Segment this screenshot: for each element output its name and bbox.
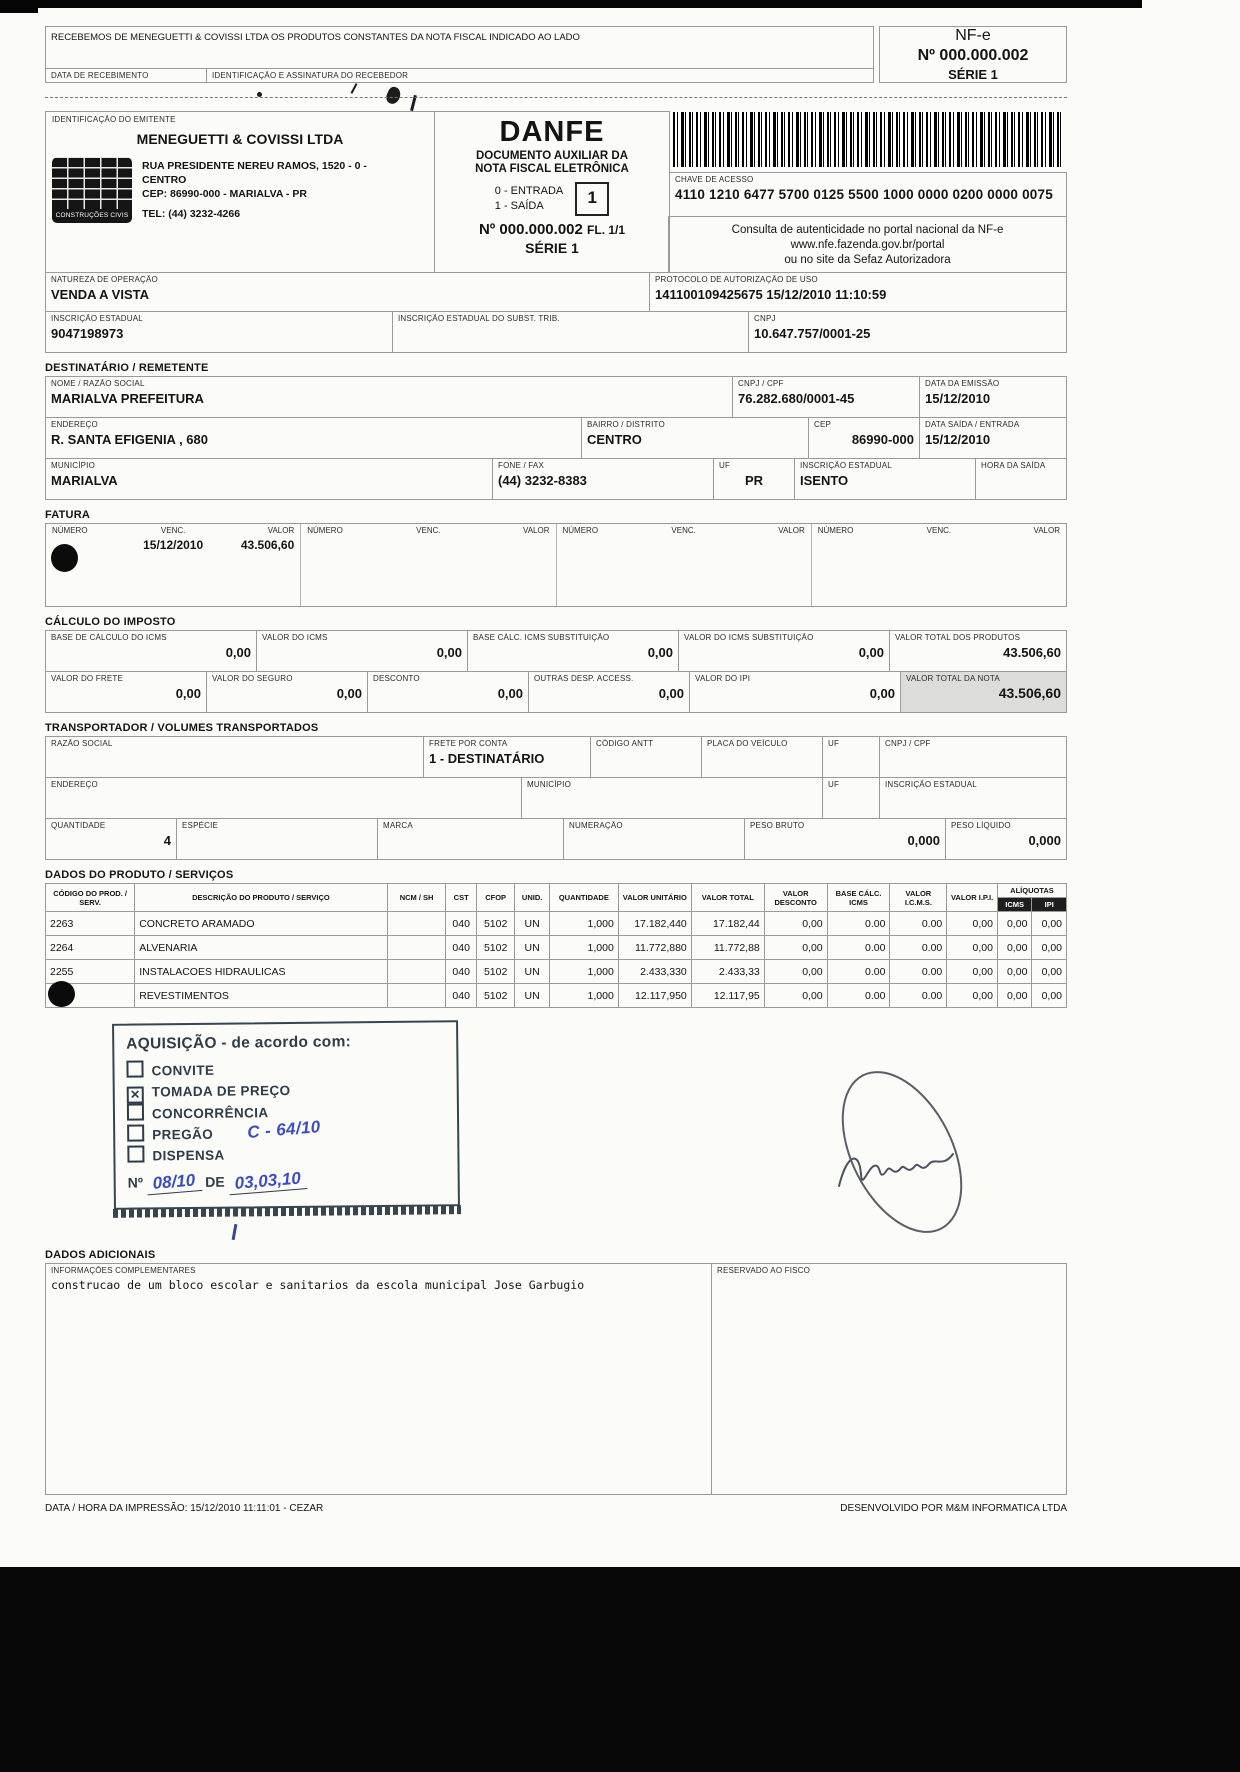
danfe-document (45, 26, 1067, 1514)
ie-dest-field: INSCRIÇÃO ESTADUAL ISENTO (794, 458, 976, 500)
entrada-label: 0 - ENTRADA (494, 185, 564, 197)
tipo-operacao-box: 1 (575, 182, 609, 216)
consulta-box: Consulta de autenticidade no portal nacional da NF-e www.nfe.fazenda.gov.br/portal ou no site da Sefaz Autorizadora (668, 216, 1067, 273)
danfe-subtitle: DOCUMENTO AUXILIAR DA NOTA FISCAL ELETRÔNICA (475, 150, 629, 175)
stamp-zone (45, 1012, 1067, 1240)
peso-bruto-field: PESO BRUTO 0,000 (744, 818, 946, 860)
data-saida-field: DATA SAÍDA / ENTRADA 15/12/2010 (919, 417, 1067, 459)
endereco-field: ENDEREÇO R. SANTA EFIGENIA , 680 (45, 417, 582, 459)
desenvolvido-info: DESENVOLVIDO POR M&M INFORMATICA LTDA (840, 1503, 1067, 1514)
fatura-group-2: NÚMERO VENC. VALOR (300, 524, 555, 606)
base-icms-field: BASE DE CÁLCULO DO ICMS 0,00 (45, 630, 257, 672)
emitente-body (52, 157, 428, 223)
imposto-row-2 (45, 671, 1067, 713)
municipio-transp-field: MUNICÍPIO (521, 777, 823, 819)
cnpj-transp-field: CNPJ / CPF (879, 736, 1067, 778)
barcode-column (669, 111, 1067, 273)
valor-icms-field: VALOR DO ICMS 0,00 (256, 630, 468, 672)
hole-punch (48, 981, 75, 1007)
cep-field: CEP 86990-000 (808, 417, 920, 459)
frete-field: VALOR DO FRETE 0,00 (45, 671, 207, 713)
print-footer (45, 1503, 1067, 1514)
fone-field: FONE / FAX (44) 3232-8383 (492, 458, 714, 500)
pen-flourish (232, 1224, 238, 1240)
valor-ipi-field: VALOR DO IPI 0,00 (689, 671, 901, 713)
municipio-field: MUNICÍPIO MARIALVA (45, 458, 493, 500)
pen-dot (257, 92, 262, 97)
company-logo (52, 157, 132, 223)
scan-artifact-corner (0, 0, 38, 13)
assinatura-field: IDENTIFICAÇÃO E ASSINATURA DO RECEBEDOR (206, 68, 874, 83)
fatura-group-1: NÚMERO VENC. VALOR 15/12/2010 43.506,60 (52, 526, 295, 552)
scan-artifact-top (28, 0, 1142, 8)
frete-conta-field: FRETE POR CONTA 1 - DESTINATÁRIO (423, 736, 591, 778)
danfe-serie: SÉRIE 1 (525, 240, 579, 256)
razao-social-field: RAZÃO SOCIAL (45, 736, 424, 778)
data-recebimento-field: DATA DE RECEBIMENTO (45, 68, 207, 83)
section-title-produtos: DADOS DO PRODUTO / SERVIÇOS (45, 869, 234, 881)
stamp-title: AQUISIÇÃO - de acordo com: (126, 1033, 352, 1053)
section-title-imposto: CÁLCULO DO IMPOSTO (45, 616, 176, 628)
handwriting-pregao: C - 64/10 (246, 1117, 322, 1142)
section-title-transportador: TRANSPORTADOR / VOLUMES TRANSPORTADOS (45, 722, 319, 734)
checkbox-checked-icon: ✕ (127, 1086, 144, 1103)
acquisition-stamp (112, 1020, 460, 1210)
brick-logo-icon (52, 157, 132, 209)
destinatario-row-2 (45, 417, 1067, 459)
fatura-group-3: NÚMERO VENC. VALOR (556, 524, 811, 606)
fatura-group-4: NÚMERO VENC. VALOR (811, 524, 1066, 606)
placa-field: PLACA DO VEÍCULO (701, 736, 823, 778)
saida-label: 1 - SAÍDA (494, 200, 544, 212)
nfe-number: Nº 000.000.002 (917, 47, 1029, 64)
section-title-adicionais: DADOS ADICIONAIS (45, 1249, 156, 1261)
entrada-saida (443, 182, 661, 216)
valor-total-nota-field: VALOR TOTAL DA NOTA 43.506,60 (900, 671, 1067, 713)
emitente-address: RUA PRESIDENTE NEREU RAMOS, 1520 - 0 - CENTRO CEP: 86990-000 - MARIALVA - PR TEL: (44) 3232-4266 (142, 160, 367, 220)
seguro-field: VALOR DO SEGURO 0,00 (206, 671, 368, 713)
informacoes-complementares-field: INFORMAÇÕES COMPLEMENTARES construcao de um bloco escolar e sanitarios da escola municipal Jose Garbugio (45, 1263, 712, 1495)
adicionais-box (45, 1263, 1067, 1495)
transportador-row-1 (45, 736, 1067, 778)
fatura-venc: 15/12/2010 (143, 538, 204, 552)
danfe-title: DANFE (499, 116, 605, 148)
product-row: 2263 CONCRETO ARAMADO 040 5102 UN 1,000 17.182,440 17.182,44 0,00 0.00 0.00 0,00 0,00 0,00 (46, 912, 1067, 936)
informacoes-complementares-value: construcao de um bloco escolar e sanitarios da escola municipal Jose Garbugio (51, 1278, 585, 1292)
inscricao-subst-field: INSCRIÇÃO ESTADUAL DO SUBST. TRIB. (392, 311, 749, 353)
imposto-row-1 (45, 630, 1067, 672)
emitente-box: IDENTIFICAÇÃO DO EMITENTE MENEGUETTI & COVISSI LTDA CONSTRUÇÕES CIVIS RUA PRESIDENTE NEREU RAMOS, 1520 - 0 - CENTRO CEP: 86990-000 - MARIALVA - PR TEL: (44) 3232-4266 (45, 111, 435, 273)
inscricao-band (45, 311, 1067, 353)
uf-transp-field: UF (822, 736, 880, 778)
stamp-item-concorrencia: CONCORRÊNCIA (127, 1100, 445, 1124)
receipt-fields (45, 68, 874, 83)
uf2-transp-field: UF (822, 777, 880, 819)
scan-artifact-bottom (0, 1567, 1240, 1772)
valor-icms-st-field: VALOR DO ICMS SUBSTITUIÇÃO 0,00 (678, 630, 890, 672)
product-row: 2264 ALVENARIA 040 5102 UN 1,000 11.772,880 11.772,88 0,00 0.00 0.00 0,00 0,00 0,00 (46, 936, 1067, 960)
destinatario-row-3 (45, 458, 1067, 500)
base-icms-st-field: BASE CÁLC. ICMS SUBSTITUIÇÃO 0,00 (467, 630, 679, 672)
endereco-transp-field: ENDEREÇO (45, 777, 522, 819)
header-band (45, 111, 1067, 273)
checkbox-unchecked-icon (127, 1145, 144, 1162)
fatura-valor: 43.506,60 (240, 538, 295, 552)
protocolo-field: PROTOCOLO DE AUTORIZAÇÃO DE USO 141100109425675 15/12/2010 11:10:59 (649, 272, 1067, 312)
danfe-box (434, 111, 670, 273)
products-header-row: CÓDIGO DO PROD. / SERV. DESCRIÇÃO DO PRODUTO / SERVIÇO NCM / SH CST CFOP UNID. QUANTIDADE VALOR UNITÁRIO VALOR TOTAL VALOR DESCONTO BASE CÁLC. ICMS VALOR I.C.M.S. VALOR I.P.I. ALÍQUOTAS (46, 884, 1067, 898)
nome-field: NOME / RAZÃO SOCIAL MARIALVA PREFEITURA (45, 376, 733, 418)
stamp-item-dispensa: DISPENSA (127, 1142, 445, 1166)
emitente-name: MENEGUETTI & COVISSI LTDA (136, 131, 344, 147)
destinatario-row-1 (45, 376, 1067, 418)
product-row: 2255 INSTALACOES HIDRAULICAS 040 5102 UN 1,000 2.433,330 2.433,33 0,00 0.00 0.00 0,00 0,00 0,00 (46, 960, 1067, 984)
especie-field: ESPÉCIE (176, 818, 378, 860)
checkbox-unchecked-icon (127, 1103, 144, 1120)
valor-produtos-field: VALOR TOTAL DOS PRODUTOS 43.506,60 (889, 630, 1067, 672)
fatura-box (45, 523, 1067, 607)
stamp-numero-line: Nº 08/10 DE 03,03,10 (128, 1169, 446, 1193)
nfe-portal-url: www.nfe.fazenda.gov.br/portal (790, 238, 945, 251)
danfe-folha: FL. 1/1 (587, 223, 626, 237)
cnpj-dest-field: CNPJ / CPF 76.282.680/0001-45 (732, 376, 920, 418)
codigo-antt-field: CÓDIGO ANTT (590, 736, 702, 778)
outras-despesas-field: OUTRAS DESP. ACCESS. 0,00 (528, 671, 690, 713)
nfe-serie: SÉRIE 1 (948, 67, 998, 82)
ie-transp-field: INSCRIÇÃO ESTADUAL (879, 777, 1067, 819)
section-title-destinatario: DESTINATÁRIO / REMETENTE (45, 362, 209, 374)
checkbox-unchecked-icon (127, 1124, 144, 1141)
nfe-id-box (879, 26, 1067, 83)
danfe-number: Nº 000.000.002 FL. 1/1 (478, 221, 626, 238)
transportador-row-2 (45, 777, 1067, 819)
uf-field: UF PR (713, 458, 795, 500)
checkbox-unchecked-icon (126, 1060, 143, 1077)
transportador-row-3 (45, 818, 1067, 860)
receipt-stub (45, 26, 1067, 83)
hora-saida-field: HORA DA SAÍDA (975, 458, 1067, 500)
signature (797, 1060, 1012, 1245)
natureza-band (45, 272, 1067, 312)
chave-acesso-field: CHAVE DE ACESSO 4110 1210 6477 5700 0125 5500 1000 0000 0200 0000 0075 (669, 172, 1067, 217)
pen-stroke (351, 83, 358, 94)
stamp-item-convite: CONVITE (126, 1057, 444, 1081)
products-table-wrap (45, 883, 1067, 1008)
hole-punch (51, 544, 78, 572)
product-row: REVESTIMENTOS 040 5102 UN 1,000 12.117,950 12.117,95 0,00 0.00 0.00 0,00 0,00 0,00 (46, 984, 1067, 1008)
handwriting-numero: 08/10 (146, 1170, 202, 1195)
handwriting-data: 03,03,10 (228, 1168, 308, 1195)
section-title-fatura: FATURA (45, 509, 90, 521)
products-table: CÓDIGO DO PROD. / SERV. DESCRIÇÃO DO PRODUTO / SERVIÇO NCM / SH CST CFOP UNID. QUANTIDADE VALOR UNITÁRIO VALOR TOTAL VALOR DESCONTO BASE CÁLC. ICMS VALOR I.C.M.S. VALOR I.P.I. ALÍQUOTAS ICMS IPI 2263 CONCRETO ARAMADO 040 5102 UN 1,000 17.182,440 17.182,44 0,00 0.00 0.00 0,00 0,00 0,00 2264 ALVENARIA 040 5102 UN 1,000 11.772,880 11.772,88 0,00 0.00 0.00 0,00 0,00 0,00 2255 INSTALACOES HIDRAULICAS 040 5102 UN 1,000 2.433,330 2.433,33 0,00 0.00 0.00 0,00 0,00 0,00 REVESTIMENTOS 040 5102 UN 1,000 12.117,950 12.117,95 0,00 0.00 0.00 0,00 0,00 0,00 (45, 883, 1067, 1008)
stamp-item-pregao: PREGÃO C - 64/10 (127, 1121, 445, 1145)
nfe-label: NF-e (955, 27, 991, 44)
stamp-item-tomada: ✕ TOMADA DE PREÇO (127, 1078, 445, 1103)
natureza-operacao-field: NATUREZA DE OPERAÇÃO VENDA A VISTA (45, 272, 650, 312)
inscricao-estadual-field: INSCRIÇÃO ESTADUAL 9047198973 (45, 311, 393, 353)
data-emissao-field: DATA DA EMISSÃO 15/12/2010 (919, 376, 1067, 418)
peso-liquido-field: PESO LÍQUIDO 0,000 (945, 818, 1067, 860)
quantidade-field: QUANTIDADE 4 (45, 818, 177, 860)
barcode (673, 112, 1063, 167)
desconto-field: DESCONTO 0,00 (367, 671, 529, 713)
bairro-field: BAIRRO / DISTRITO CENTRO (581, 417, 809, 459)
numeracao-field: NUMERAÇÃO (563, 818, 745, 860)
marca-field: MARCA (377, 818, 564, 860)
receipt-statement: RECEBEMOS DE MENEGUETTI & COVISSI LTDA OS PRODUTOS CONSTANTES DA NOTA FISCAL INDICADO AO LADO (45, 26, 874, 69)
logo-caption: CONSTRUÇÕES CIVIS (52, 209, 132, 223)
chave-acesso-value: 4110 1210 6477 5700 0125 5500 1000 0000 0200 0000 0075 (675, 187, 1053, 202)
cnpj-emitente-field: CNPJ 10.647.757/0001-25 (748, 311, 1067, 353)
reservado-fisco-field: RESERVADO AO FISCO (711, 1263, 1067, 1495)
impressao-info: DATA / HORA DA IMPRESSÃO: 15/12/2010 11:11:01 - CEZAR (45, 1503, 324, 1514)
receipt-left (45, 26, 874, 83)
cut-line (45, 96, 1067, 98)
